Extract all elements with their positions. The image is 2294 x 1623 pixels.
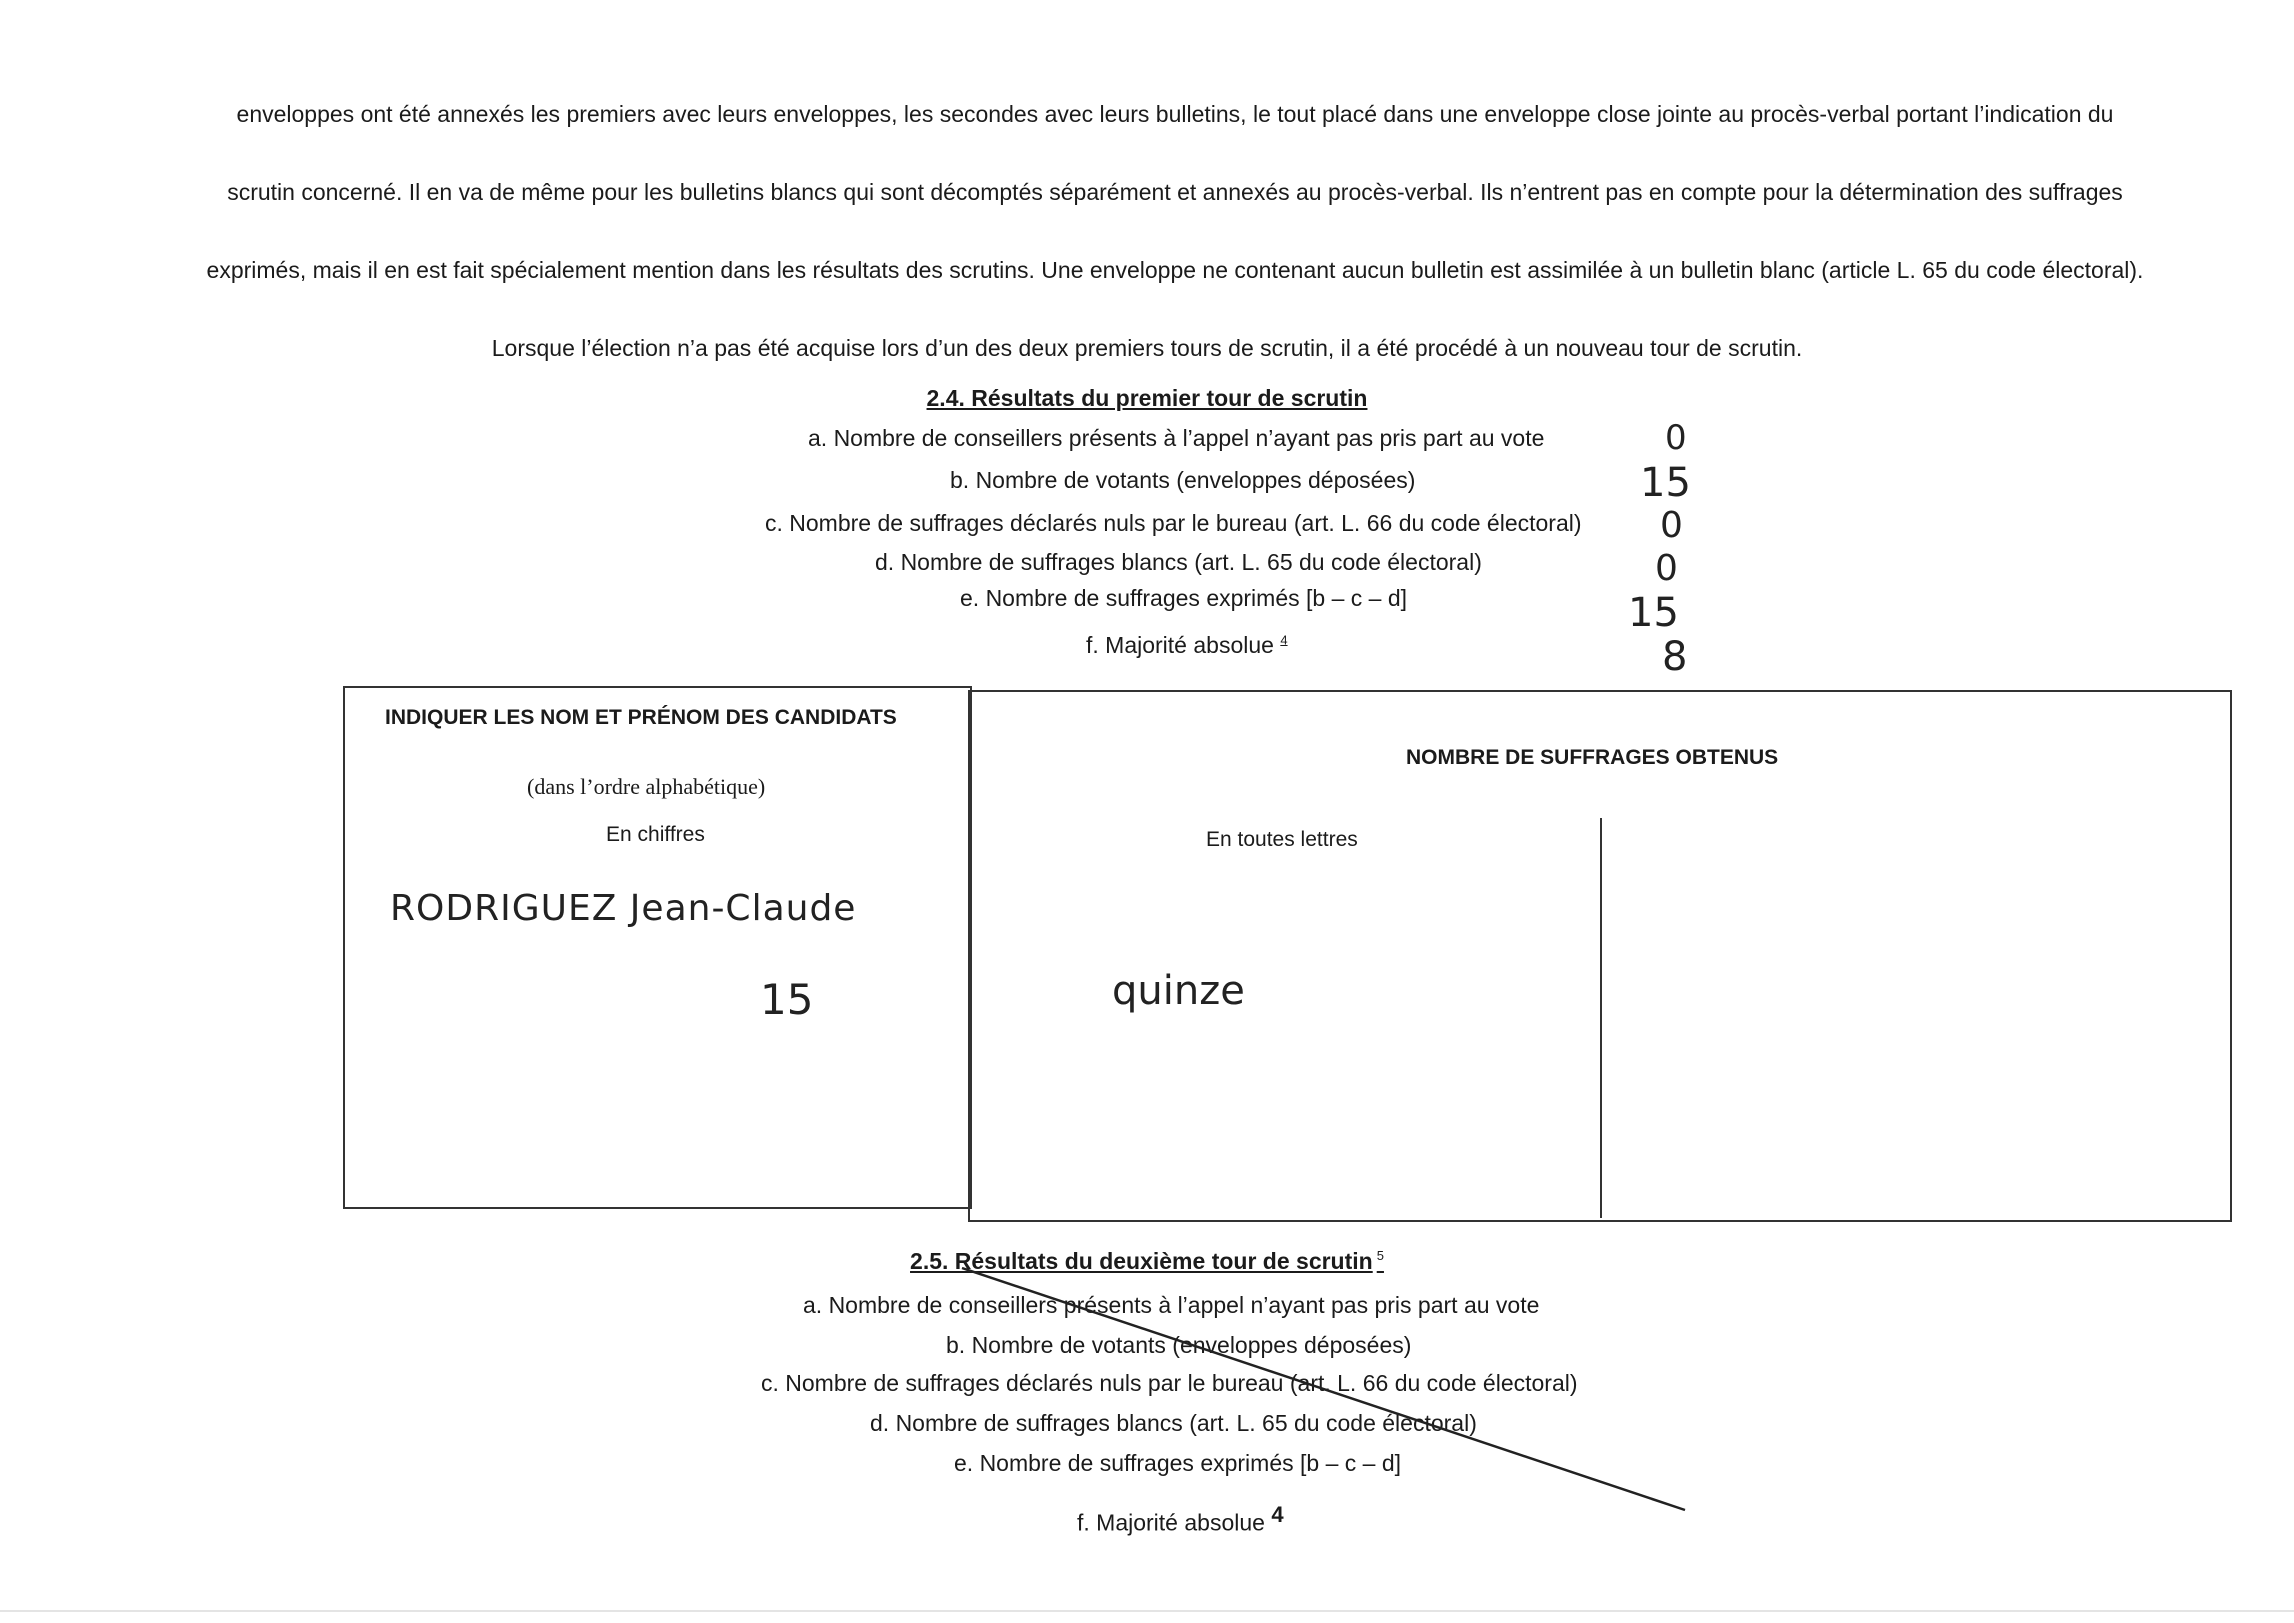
row-label: d. Nombre de suffrages blancs (art. L. 65 du code électoral)	[875, 549, 1482, 575]
row-label: b. Nombre de votants (enveloppes déposées)	[946, 1332, 1412, 1358]
row-label: d. Nombre de suffrages blancs (art. L. 65 du code électoral)	[870, 1410, 1477, 1436]
handwritten-value-e: 15	[1628, 590, 1679, 636]
footnote-ref: 5	[1376, 1248, 1384, 1264]
handwritten-value-b: 15	[1640, 460, 1691, 506]
row-label: c. Nombre de suffrages déclarés nuls par le bureau (art. L. 66 du code électoral)	[761, 1370, 1578, 1396]
row-label: e. Nombre de suffrages exprimés [b – c – d]	[960, 585, 1408, 611]
handwritten-value-f: 8	[1662, 634, 1688, 680]
row-label: f. Majorité absolue	[1077, 1509, 1265, 1536]
row-label: a. Nombre de conseillers présents à l’appel n’ayant pas pris part au vote	[803, 1292, 1540, 1318]
section-24-heading: 2.4. Résultats du premier tour de scrutin	[926, 385, 1368, 411]
in-letters-label: En toutes lettres	[1206, 828, 1358, 851]
scan-edge	[0, 1610, 2294, 1612]
handwritten-value-a: 0	[1665, 418, 1687, 458]
lead-sentence: Lorsque l’élection n’a pas été acquise lors d’un des deux premiers tours de scrutin, il a été procédé à un nouveau tour de scrutin.	[491, 335, 1803, 361]
suffrages-column-header: NOMBRE DE SUFFRAGES OBTENUS	[1406, 746, 1779, 769]
strike-stroke	[962, 1268, 1685, 1510]
row-label: a. Nombre de conseillers présents à l’appel n’ayant pas pris part au vote	[808, 425, 1545, 451]
footnote-ref: 4	[1280, 632, 1288, 648]
row-label: c. Nombre de suffrages déclarés nuls par le bureau (art. L. 66 du code électoral)	[765, 510, 1582, 536]
handwritten-votes-words: quinze	[1112, 968, 1245, 1014]
footnote-ref: 4	[1271, 1502, 1284, 1527]
intro-line: exprimés, mais il en est fait spécialement mention dans les résultats des scrutins. Une enveloppe ne contenant aucun bulletin est assimilée à un bulletin blanc (article L. 65 du code électoral).	[206, 257, 2144, 283]
intro-line: scrutin concerné. Il en va de même pour les bulletins blancs qui sont décomptés séparément et annexés au procès-verbal. Ils n’entrent pas en compte pour la détermination des suffrages	[227, 179, 2123, 205]
section-25-heading-text: 2.5. Résultats du deuxième tour de scrutin	[910, 1248, 1373, 1274]
handwritten-value-c: 0	[1660, 505, 1683, 546]
row-label: e. Nombre de suffrages exprimés [b – c – d]	[954, 1450, 1402, 1476]
row-label: f. Majorité absolue	[1086, 632, 1274, 658]
in-digits-label: En chiffres	[606, 823, 705, 846]
intro-line: enveloppes ont été annexés les premiers avec leurs enveloppes, les secondes avec leurs bulletins, le tout placé dans une enveloppe close jointe au procès-verbal portant l’indication du	[236, 101, 2114, 127]
handwritten-votes-digits: 15	[760, 975, 814, 1024]
handwritten-candidate-name: RODRIGUEZ Jean-Claude	[390, 888, 857, 929]
row-label: b. Nombre de votants (enveloppes déposées)	[950, 467, 1416, 493]
candidates-column-header: INDIQUER LES NOM ET PRÉNOM DES CANDIDATS	[385, 706, 897, 729]
alphabetical-order-note: (dans l’ordre alphabétique)	[527, 774, 766, 799]
handwritten-value-d: 0	[1655, 548, 1678, 589]
